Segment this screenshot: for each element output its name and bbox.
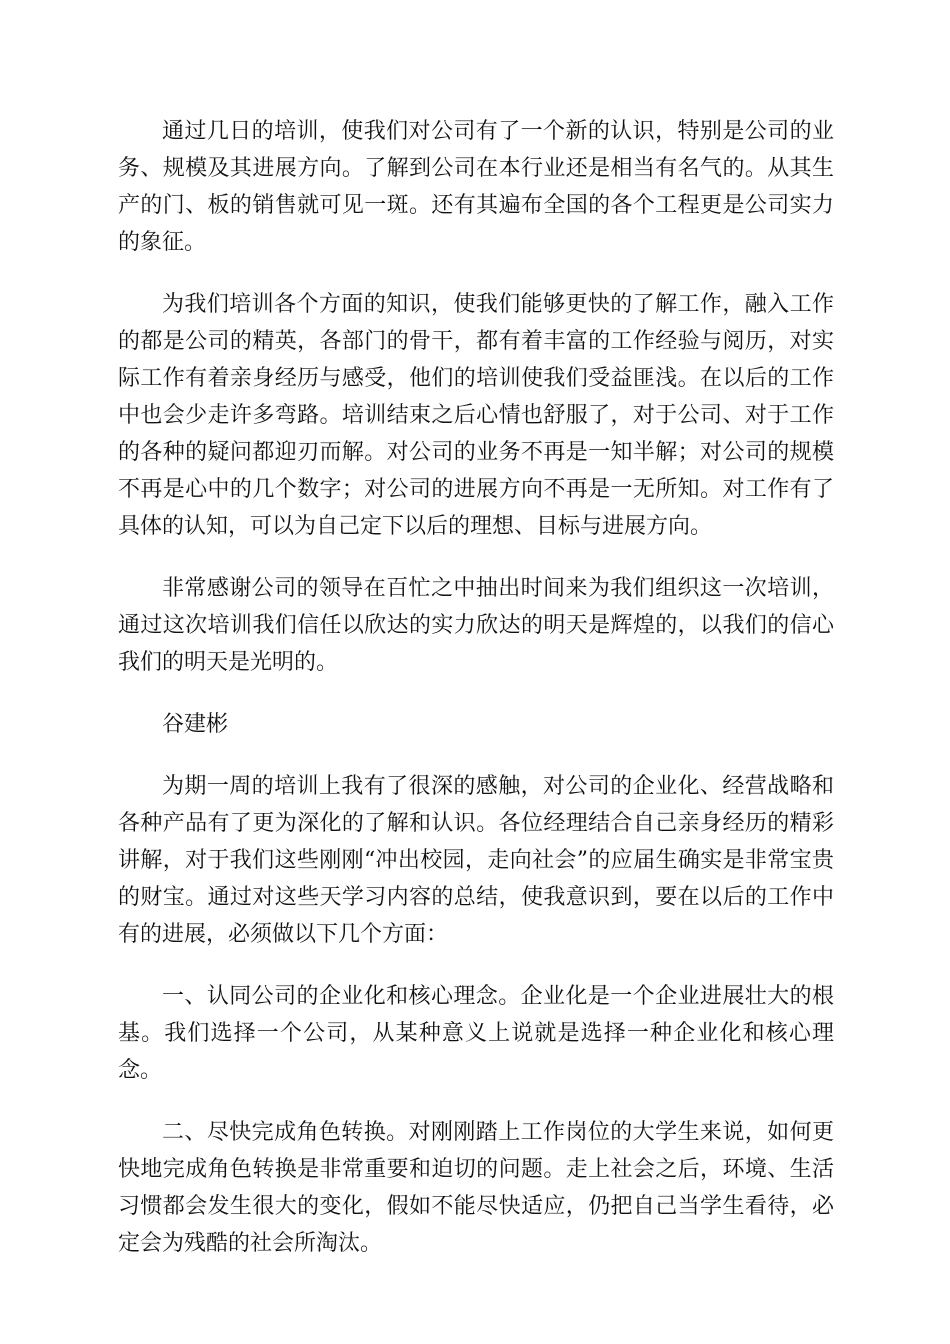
paragraph-thanks: 非常感谢公司的领导在百忙之中抽出时间来为我们组织这一次培训，通过这次培训我们信任以欣达的实力欣达的明天是辉煌的，以我们的信心我们的明天是光明的。: [118, 576, 834, 675]
author-name: 谷建彬: [162, 712, 229, 737]
paragraph-training-content: 为我们培训各个方面的知识，使我们能够更快的了解工作，融入工作的都是公司的精英，各部门的骨干，都有着丰富的工作经验与阅历，对实际工作有着亲身经历与感受，他们的培训使我们受益匪浅。在以后的工作中也会少走许多弯路。培训结束之后心情也舒服了，对于公司、对于工作的各种的疑问都迎刃而解。对公司的业务不再是一知半解；对公司的规模不再是心中的几个数字；对公司的进展方向不再是一无所知。对工作有了具体的认知，可以为自己定下以后的理想、目标与进展方向。: [118, 292, 834, 539]
paragraph-training-insight: 通过几日的培训，使我们对公司有了一个新的认识，特别是公司的业务、规模及其进展方向。了解到公司在本行业还是相当有名气的。从其生产的门、板的销售就可见一斑。还有其遍布全国的各个工程更是公司实力的象征。: [118, 119, 834, 255]
paragraph-point-two: 二、尽快完成角色转换。对刚刚踏上工作岗位的大学生来说，如何更快地完成角色转换是非常重要和迫切的问题。走上社会之后，环境、生活习惯都会发生很大的变化，假如不能尽快适应，仍把自己当学生看待，必定会为残酷的社会所淘汰。: [118, 1120, 834, 1256]
document-body: [118, 113, 834, 1287]
paragraph-week-reflection: 为期一周的培训上我有了很深的感触，对公司的企业化、经营战略和各种产品有了更为深化的了解和认识。各位经理结合自己亲身经历的精彩讲解，对于我们这些刚刚“冲出校园，走向社会”的应届生确实是非常宝贵的财宝。通过对这些天学习内容的总结，使我意识到，要在以后的工作中有的进展，必须做以下几个方面：: [118, 774, 834, 947]
paragraph-point-one: 一、认同公司的企业化和核心理念。企业化是一个企业进展壮大的根基。我们选择一个公司，从某种意义上说就是选择一种企业化和核心理念。: [118, 984, 834, 1083]
